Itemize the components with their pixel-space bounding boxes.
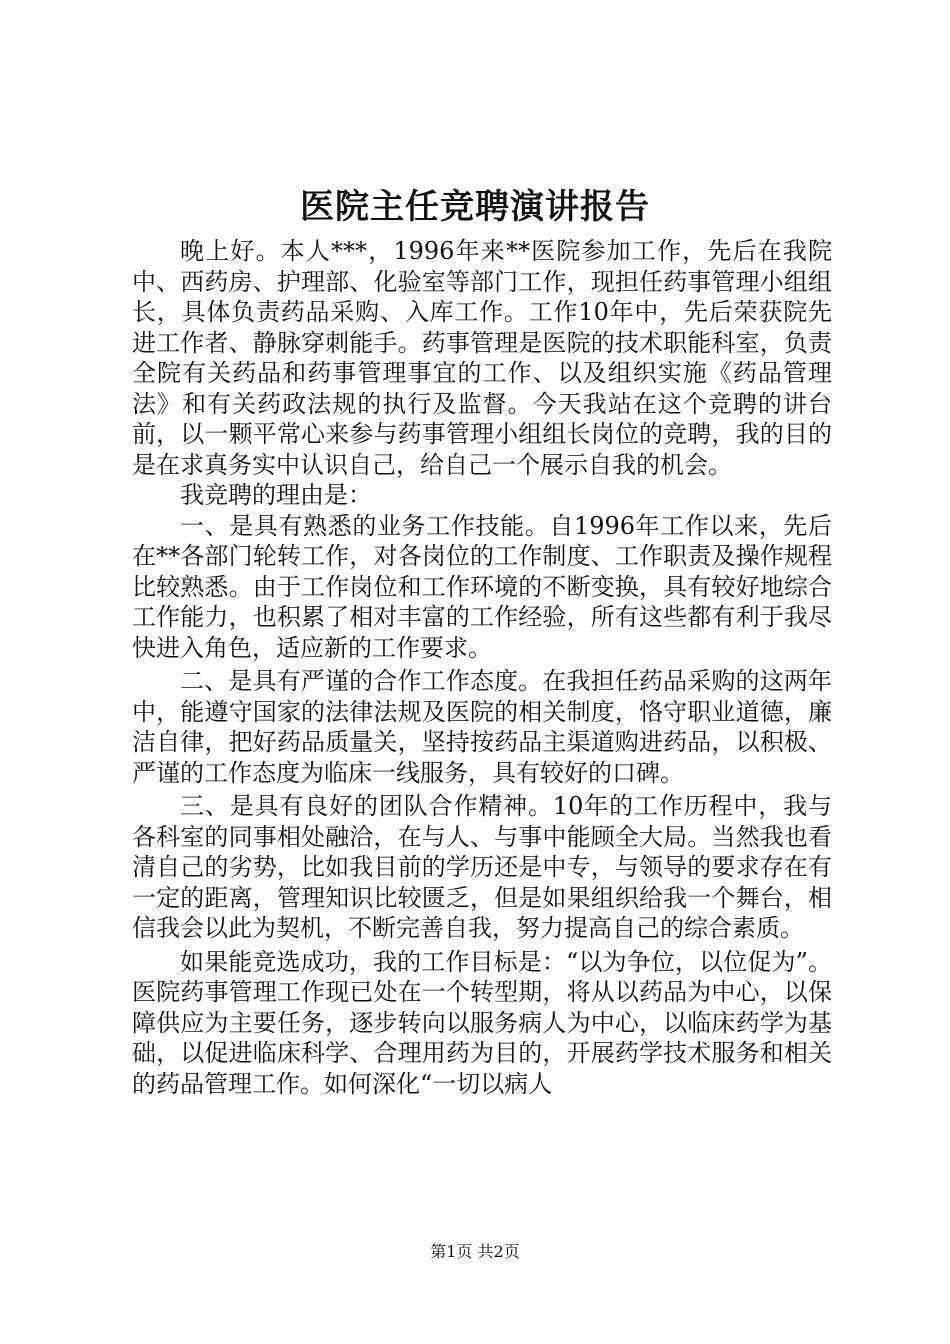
paragraph-goals: 如果能竞选成功，我的工作目标是：“以为争位，以位促为”。医院药事管理工作现已处在一个转型期，将从以药品为中心，以保障供应为主要任务，逐步转向以服务病人为中心，以临床药学为基础，以促进临床科学、合理用药为目的，开展药学技术服务和相关的药品管理工作。如何深化“一切以病人: [132, 947, 832, 1098]
document-title: 医院主任竞聘演讲报告: [300, 187, 650, 227]
paragraph-reasons-heading: 我竞聘的理由是：: [180, 481, 372, 509]
paragraph-reason-two: 二、是具有严谨的合作工作态度。在我担任药品采购的这两年中，能遵守国家的法律法规及医院的相关制度，恪守职业道德，廉洁自律，把好药品质量关，坚持按药品主渠道购进药品，以积极、严谨的工作态度为临床一线服务，具有较好的口碑。: [132, 667, 832, 787]
page-number: 第1页 共2页: [430, 1242, 520, 1261]
paragraph-reason-one: 一、是具有熟悉的业务工作技能。自1996年工作以来，先后在**各部门轮转工作，对各岗位的工作制度、工作职责及操作规程比较熟悉。由于工作岗位和工作环境的不断变换，具有较好地综合工作能力，也积累了相对丰富的工作经验，所有这些都有利于我尽快进入角色，适应新的工作要求。: [132, 511, 832, 662]
paragraph-reason-three: 三、是具有良好的团队合作精神。10年的工作历程中，我与各科室的同事相处融洽，在与人、与事中能顾全大局。当然我也看清自己的劣势，比如我目前的学历还是中专，与领导的要求存在有一定的距离，管理知识比较匮乏，但是如果组织给我一个舞台，相信我会以此为契机，不断完善自我，努力提高自己的综合素质。: [132, 792, 832, 942]
paragraph-intro: 晚上好。本人***，1996年来**医院参加工作，先后在我院中、西药房、护理部、化验室等部门工作，现担任药事管理小组组长，具体负责药品采购、入库工作。工作10年中，先后荣获院先进工作者、静脉穿刺能手。药事管理是医院的技术职能科室，负责全院有关药品和药事管理事宜的工作、以及组织实施《药品管理法》和有关药政法规的执行及监督。今天我站在这个竞聘的讲台前，以一颗平常心来参与药事管理小组组长岗位的竞聘，我的目的是在求真务实中认识自己，给自己一个展示自我的机会。: [132, 237, 832, 479]
document-body: [132, 236, 832, 1099]
